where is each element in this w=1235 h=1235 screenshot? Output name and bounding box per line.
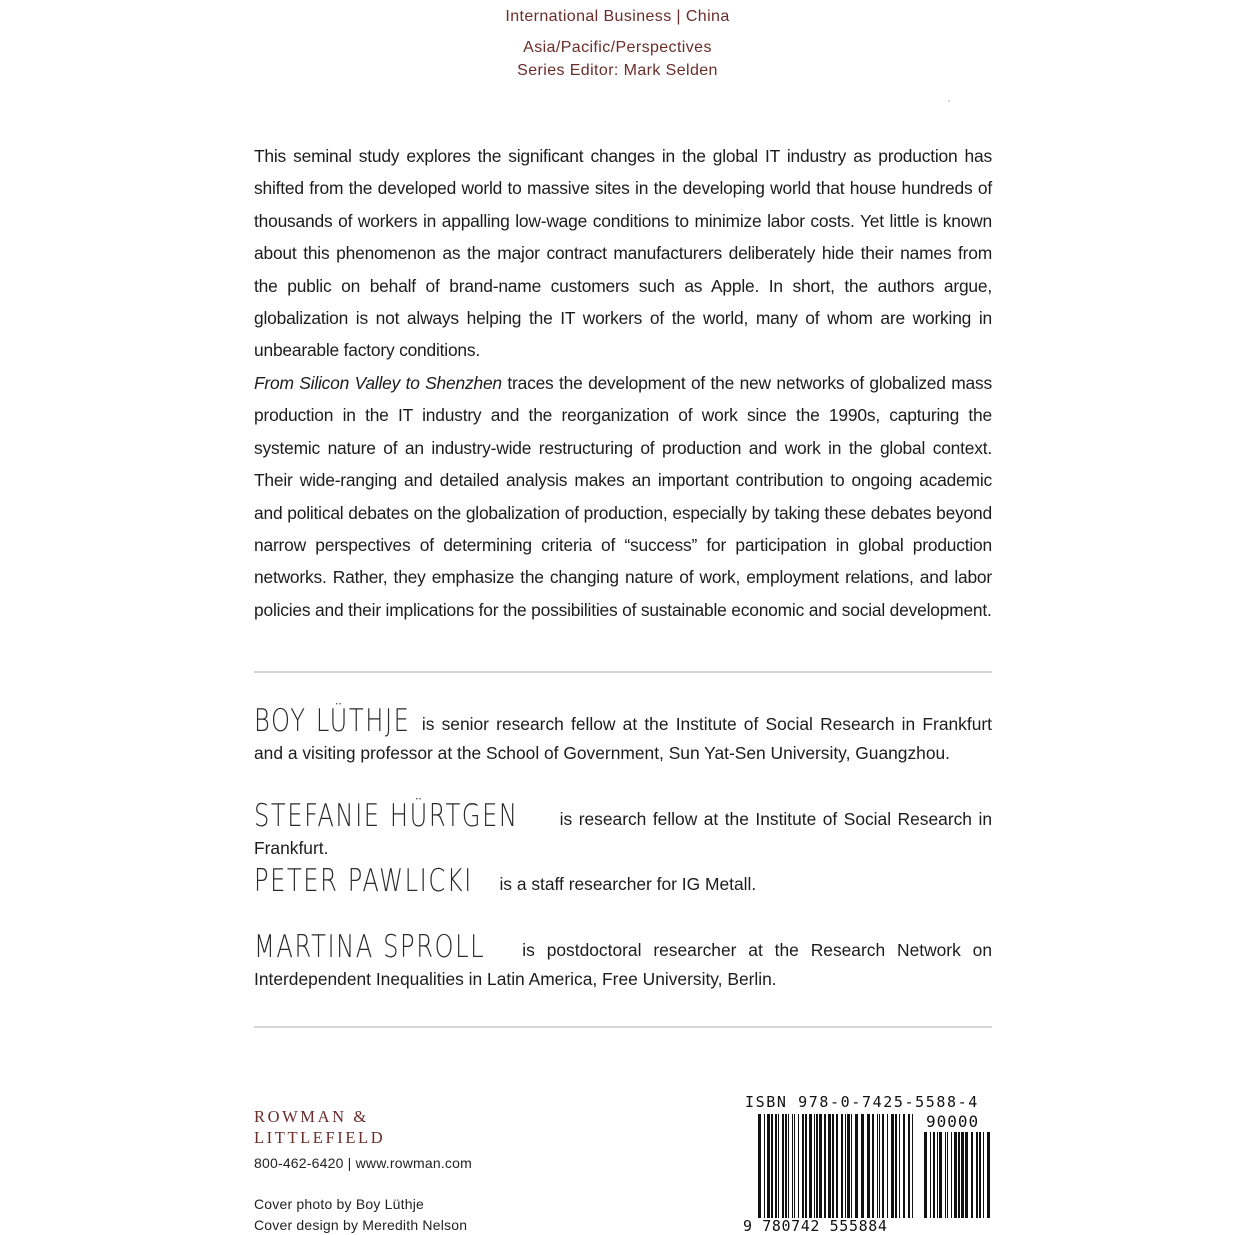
barcode-bar (987, 1132, 990, 1218)
barcode-bar (895, 1114, 897, 1218)
series-editor: Series Editor: Mark Selden (517, 62, 718, 79)
barcode-bar (794, 1114, 795, 1218)
barcode-bar (877, 1114, 878, 1218)
description-paragraph-2 (254, 367, 992, 626)
barcode-bar (937, 1132, 938, 1218)
author-bio-3 (254, 863, 992, 899)
barcode-bar (887, 1114, 888, 1218)
barcode-bar (882, 1114, 884, 1218)
barcode-bar (912, 1114, 913, 1218)
divider-bottom (254, 1026, 992, 1028)
barcode-bar (805, 1114, 807, 1218)
barcode-bar (945, 1132, 946, 1218)
cover-design-credit: Cover design by Meredith Nelson (254, 1217, 468, 1233)
author-bio-1 (254, 703, 992, 768)
barcode-bar (792, 1114, 793, 1218)
author-name: STEFANIE HÜRTGEN (254, 798, 519, 834)
barcode-bar (832, 1114, 834, 1218)
description-paragraph-1: This seminal study explores the significant changes in the global IT industry as production has shifted from the developed world to massive sites in the developing world that house hundreds of thousands of workers in appalling low-wage conditions to minimize labor costs. Yet little is known about this phenomenon as the major contract manufacturers deliberately hide their names from the public on behalf of brand-name customers such as Apple. In short, the authors argue, globalization is not always helping the IT workers of the world, many of whom are working in unbearable factory conditions. (254, 146, 992, 361)
barcode-bar (855, 1114, 858, 1218)
barcode-bar (798, 1114, 799, 1218)
barcode-bar (961, 1132, 964, 1218)
barcode-bar (851, 1114, 852, 1218)
divider-top (254, 671, 992, 673)
barcode-bar (872, 1114, 874, 1218)
author-bio-text: is postdoctoral researcher at the Research Network on Interdependent Inequalities in Latin America, Free University, Berlin. (254, 940, 992, 989)
cover-photo-credit: Cover photo by Boy Lüthje (254, 1196, 424, 1212)
barcode-bar (947, 1132, 948, 1218)
isbn-barcode (758, 1114, 918, 1218)
barcode-bar (782, 1114, 784, 1218)
author-bio-2 (254, 798, 992, 863)
barcode-bar (758, 1114, 761, 1218)
publisher-logo (254, 1106, 385, 1148)
author-name: BOY LÜTHJE (254, 703, 411, 739)
barcode-bar (933, 1132, 935, 1218)
series-title: Asia/Pacific/Perspectives (523, 39, 712, 56)
publisher-contact: 800-462-6420 | www.rowman.com (254, 1155, 472, 1171)
barcode-bar (771, 1114, 773, 1218)
barcode-bar (824, 1114, 826, 1218)
barcode-bar (971, 1132, 973, 1218)
author-bio-4 (254, 929, 992, 994)
barcode-bar (976, 1132, 978, 1218)
barcode-bar (845, 1114, 846, 1218)
barcode-bar (847, 1114, 850, 1218)
barcode-bar (814, 1114, 815, 1218)
barcode-bar (828, 1114, 831, 1218)
barcode-digits: 9 780742 555884 (743, 1217, 888, 1235)
speck (948, 100, 950, 102)
barcode-bar (924, 1132, 927, 1218)
author-bio-text: is research fellow at the Institute of Social Research in Frankfurt. (254, 809, 992, 858)
barcode-addon-number: 90000 (926, 1112, 980, 1131)
barcode-bar (816, 1114, 818, 1218)
barcode-bar (836, 1114, 838, 1218)
barcode-bar (785, 1114, 787, 1218)
barcode-bar (767, 1114, 770, 1218)
barcode-bar (965, 1132, 968, 1218)
barcode-bar (983, 1132, 984, 1218)
description-paragraph-2-text: traces the development of the new networks of globalized mass production in the IT industry and the reorganization of work since the 1990s, capturing the systemic nature of an industry-wide restructuring of production and work in the global context. Their wide-ranging and detailed analysis makes an important contribution to ongoing academic and political debates on the globalization of production, especially by taking these debates beyond narrow perspectives of determining criteria of “success” for participation in global production networks. Rather, they emphasize the changing nature of work, employment relations, and labor policies and their implications for the possibilities of sustainable economic and social development. (254, 373, 992, 620)
author-name: MARTINA SPROLL (254, 929, 486, 965)
barcode-bar (764, 1114, 765, 1218)
barcode-bar (958, 1132, 960, 1218)
book-title: From Silicon Valley to Shenzhen (254, 373, 502, 393)
barcode-bar (802, 1114, 804, 1218)
barcode-bar (775, 1114, 777, 1218)
barcode-bar (788, 1114, 789, 1218)
barcode-bar (809, 1114, 812, 1218)
barcode-bar (951, 1132, 952, 1218)
barcode-bar (930, 1132, 931, 1218)
barcode-bar (979, 1132, 981, 1218)
isbn-label: ISBN 978-0-7425-5588-4 (745, 1093, 979, 1111)
barcode-bar (867, 1114, 870, 1218)
author-bio-text: is a staff researcher for IG Metall. (494, 874, 757, 894)
barcode-bar (939, 1132, 942, 1218)
barcode-bar (954, 1132, 957, 1218)
barcode-bar (908, 1114, 910, 1218)
author-name: PETER PAWLICKI (254, 863, 473, 899)
barcode-bar (819, 1114, 822, 1218)
publisher-name-line-2: LITTLEFIELD (254, 1128, 386, 1147)
addon-barcode (924, 1132, 990, 1218)
barcode-bar (841, 1114, 843, 1218)
category-label: International Business | China (505, 8, 730, 25)
barcode-bar (861, 1114, 864, 1218)
publisher-name-line-1: ROWMAN & (254, 1107, 369, 1126)
barcode-bar (778, 1114, 779, 1218)
barcode-bar (891, 1114, 894, 1218)
barcode-bar (899, 1114, 900, 1218)
barcode-bar (903, 1114, 905, 1218)
barcode-bar (879, 1114, 880, 1218)
author-bio-text: is senior research fellow at the Institute of Social Research in Frankfurt and a visiting professor at the School of Government, Sun Yat-Sen University, Guangzhou. (254, 714, 992, 763)
